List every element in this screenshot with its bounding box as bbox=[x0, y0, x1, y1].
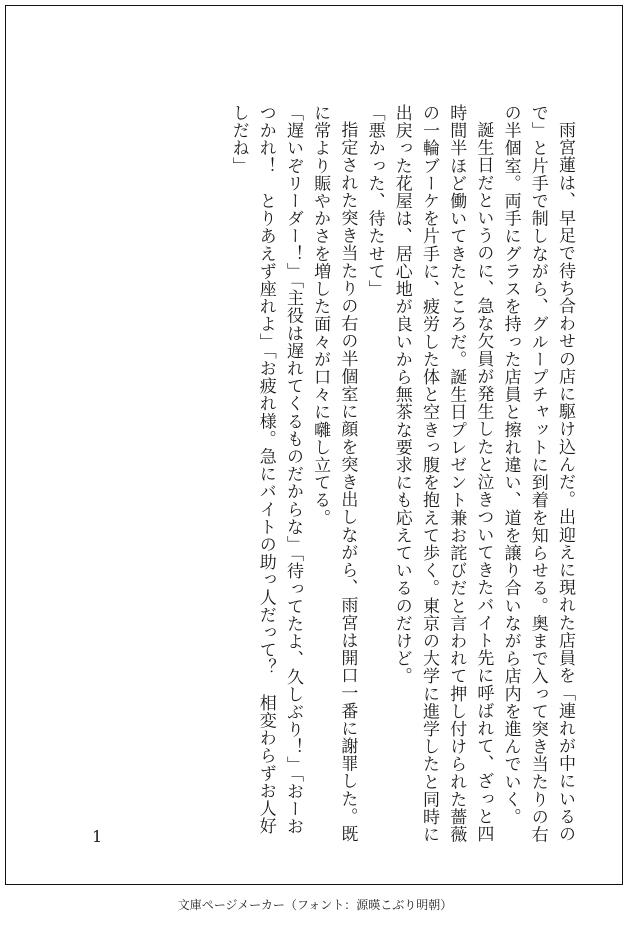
paragraph-1: 雨宮蓮は、早足で待ち合わせの店に駆け込んだ。出迎えに現れた店員を「連れが中にいるので」と片手で制しながら、グループチャットに到着を知らせる。奥まで入って突き当たりの右の半個室。両手にグラスを持った店員と擦れ違い、道を譲り合いながら店内を進んでいく。 bbox=[500, 104, 575, 844]
vertical-text-body bbox=[98, 104, 578, 849]
paragraph-3-dialogue: 「悪かった、待たせて」 bbox=[364, 104, 385, 298]
paragraph-2: 誕生日だというのに、急な欠員が発生したと泣きついてきたバイト先に呼ばれて、ざっと四時間半ほど働いてきたところだ。誕生日プレゼント兼お詫びだと言われて押し付けられた薔薇の一輪ブーケを片手に、疲労した体と空きっ腹を抱えて歩く。東京の大学に進学したと同時に出戻った花屋は、居心地が良いから無茶な要求にも応えているのだけど。 bbox=[391, 104, 494, 844]
page-number: 1 bbox=[92, 827, 103, 846]
paragraph-5-dialogue: 「遅いぞリーダー！」「主役は遅れてくるものだからな」「待ってたよ、久しぶり！」「おーおつかれ！ とりあえず座れよ」「お疲れ様。急にバイトの助っ人だって？ 相変わらずお人好しだね」 bbox=[228, 104, 303, 836]
page-frame bbox=[5, 5, 623, 885]
paragraph-4: 指定された突き当たりの右の半個室に顔を突き出しながら、雨宮は開口一番に謝罪した。既に常より賑やかさを増した面々が口々に囃し立てる。 bbox=[310, 104, 358, 843]
footer-credit: 文庫ページメーカー（フォント：源暎こぶり明朝） bbox=[177, 898, 453, 912]
